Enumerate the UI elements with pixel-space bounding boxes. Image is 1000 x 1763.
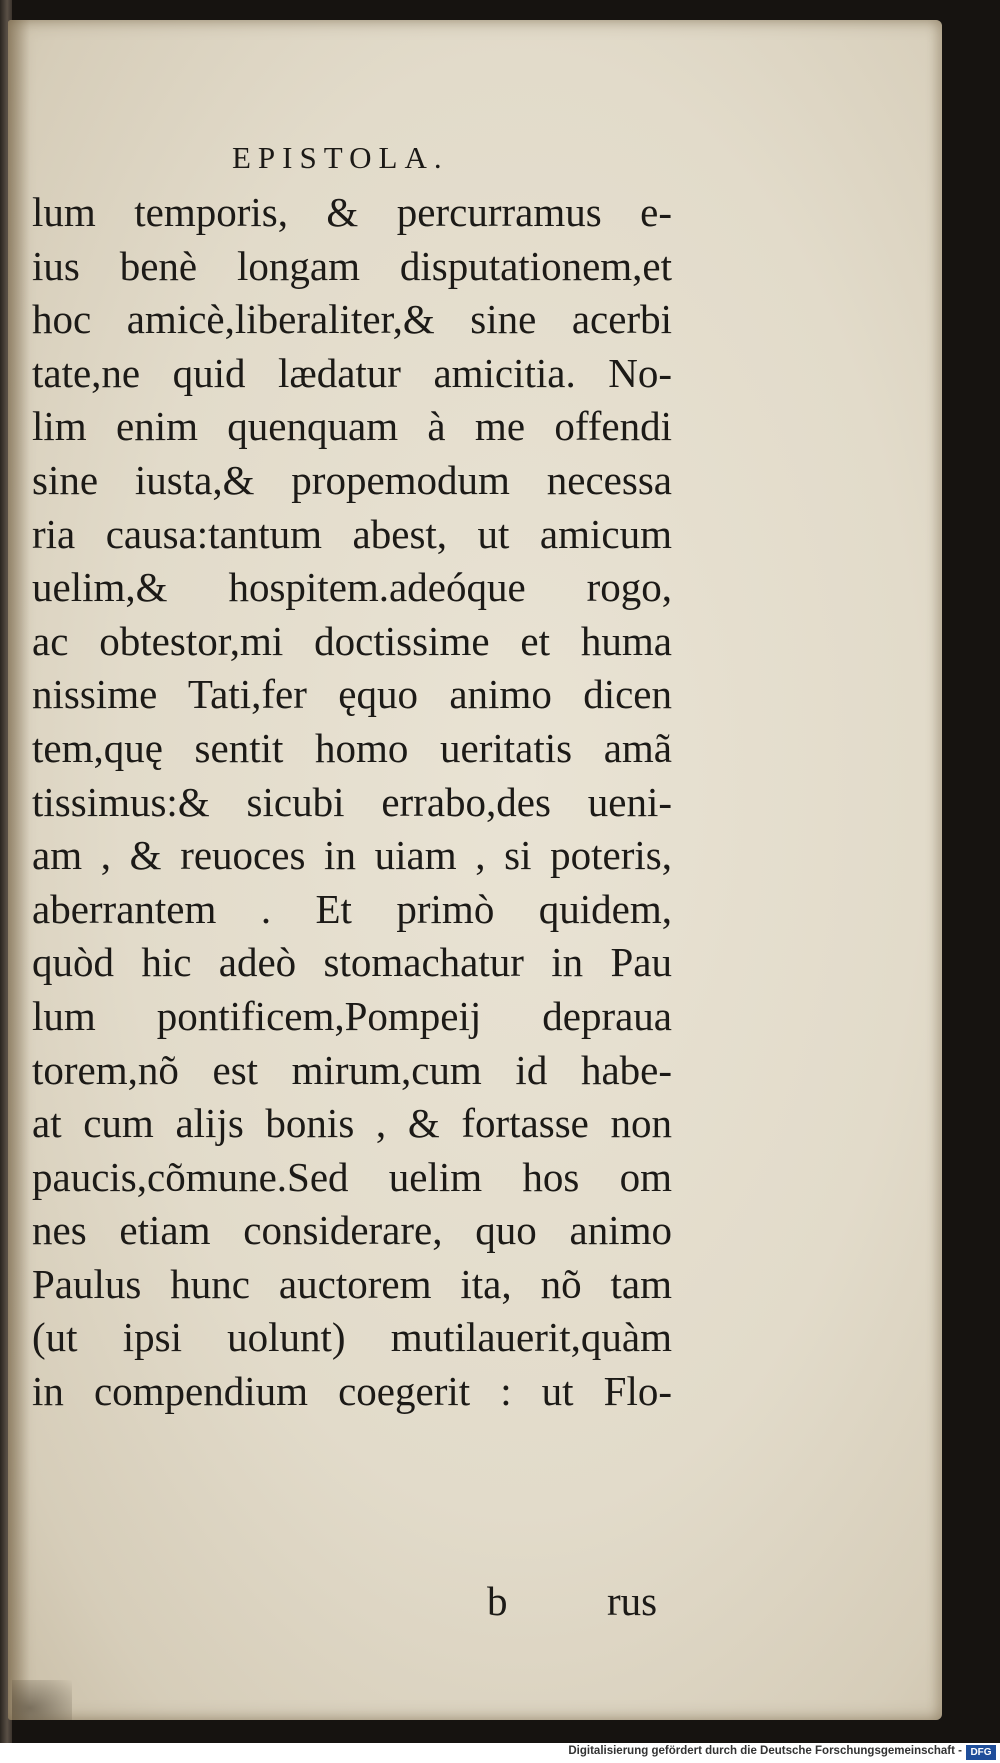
catch-row: [32, 1574, 672, 1628]
text-line: in compendium coegerit : ut Flo-: [32, 1368, 672, 1415]
text-line: lum pontificem,Pompeij deprauа: [32, 992, 672, 1039]
text-line: uelim,& hospitem.adeóque rogo,: [32, 564, 672, 611]
book-page: [8, 20, 942, 1720]
text-line: paucis,cõmune.Sed uelim hos om: [32, 1153, 672, 1200]
text-line: torem,nõ est mirum,cum id habe-: [32, 1046, 672, 1093]
text-line: hoc amicè,liberaliter,& sine acerbi: [32, 296, 672, 343]
text-line: am , & reuoces in uiam , si poteris,: [32, 832, 672, 879]
text-line: nes etiam considerare, quo animo: [32, 1207, 672, 1254]
text-line: ria causa:tantum abest, ut amicum: [32, 510, 672, 557]
text-line: sine iusta,& propemodum necessa: [32, 456, 672, 503]
text-line: nissime Tati,fer ęquo animo dicen: [32, 671, 672, 718]
dfg-logo-icon: DFG: [966, 1745, 996, 1760]
page-stain: [12, 1680, 72, 1720]
text-line: ius benè longam disputationem,et: [32, 242, 672, 289]
text-line: tate,ne quid lædatur amicitia. No-: [32, 349, 672, 396]
text-line: tissimus:& sicubi errabo,des ueni-: [32, 778, 672, 825]
text-line: quòd hic adeò stomachatur in Pau: [32, 939, 672, 986]
text-line: lum temporis, & percurramus e-: [32, 189, 672, 235]
text-line: ac obtestor,mi doctissime et huma: [32, 617, 672, 664]
text-line: lim enim quenquam à me offendi: [32, 403, 672, 450]
text-line: Paulus hunc auctorem ita, nõ tam: [32, 1260, 672, 1307]
text-line: tem,quę sentit homo ueritatis amã: [32, 724, 672, 771]
page-gutter-shadow: [8, 20, 30, 1720]
text-line: (ut ipsi uolunt) mutilauerit,quàm: [32, 1314, 672, 1361]
text-line: at cum alijs bonis , & fortasse non: [32, 1100, 672, 1147]
funding-credit: Digitalisierung gefördert durch die Deutsche Forschungsgemeinschaft -: [568, 1745, 962, 1757]
running-head: EPISTOLA.: [232, 140, 449, 175]
digitization-footer: [0, 1743, 1000, 1763]
text-line: aberrantem . Et primò quidem,: [32, 885, 672, 932]
text-block: [32, 186, 672, 1624]
signature-mark: b: [487, 1578, 508, 1624]
catchword: rus: [607, 1578, 658, 1624]
